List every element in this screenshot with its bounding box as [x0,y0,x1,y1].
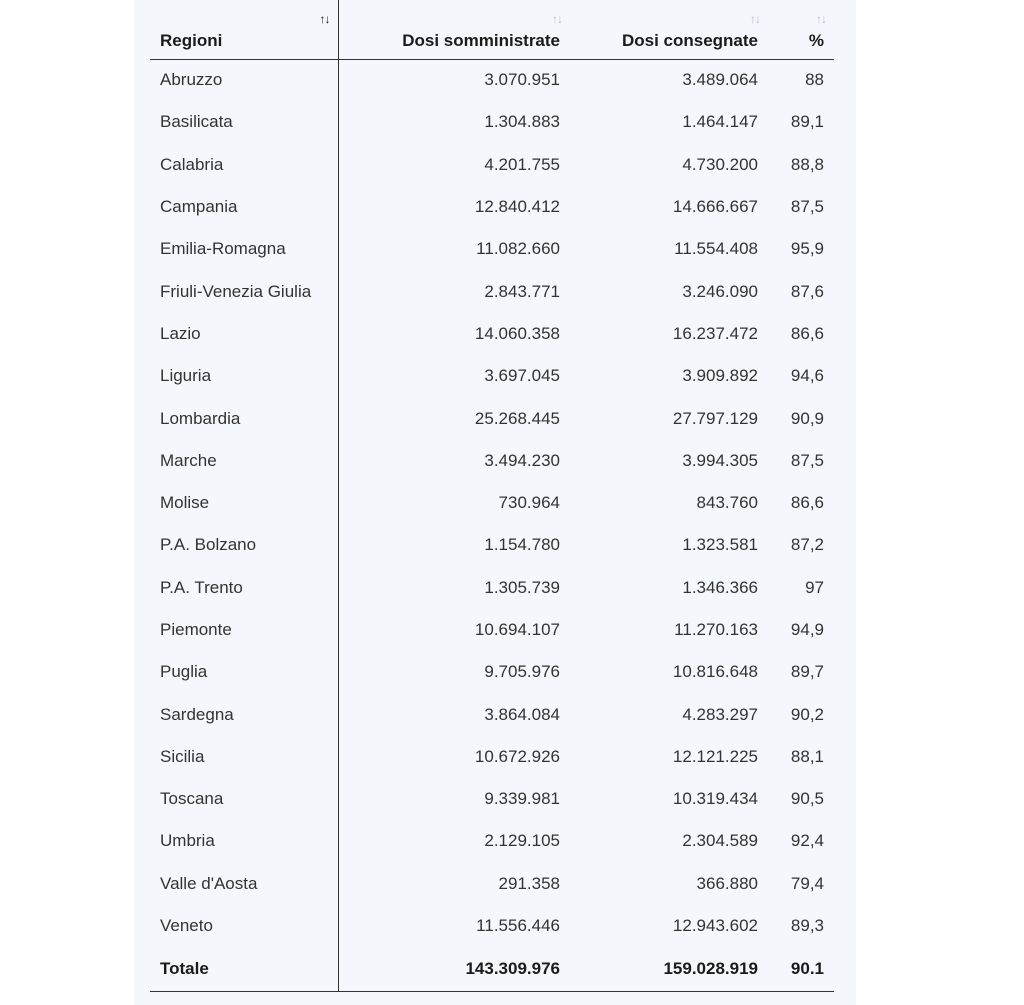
table-row [150,270,834,312]
cell-administered: 291.358 [498,873,560,893]
table-row [150,144,834,186]
cell-percent: 79,4 [790,873,824,893]
total-label: Totale [150,947,338,991]
total-percent: 90.1 [768,947,834,991]
cell-administered: 2.843.771 [484,281,560,301]
cell-region: Sardegna [150,693,338,735]
cell-administered: 4.201.755 [484,154,560,174]
column-header-dosi-consegnate[interactable] [570,0,768,59]
table-row [150,524,834,566]
cell-delivered: 3.246.090 [682,281,758,301]
cell-administered: 730.964 [498,493,560,513]
cell-administered: 25.268.445 [474,408,560,428]
cell-region: Marche [150,440,338,482]
cell-administered: 10.672.926 [474,746,560,766]
column-header-label: % [808,30,824,50]
cell-delivered: 3.489.064 [682,70,758,90]
column-header-regioni[interactable] [150,0,338,59]
cell-administered: 11.082.660 [476,239,560,259]
cell-administered: 12.840.412 [474,197,560,217]
cell-region: Toscana [150,778,338,820]
table-row [150,59,834,101]
sort-arrows-icon[interactable]: ↑↓ [750,12,760,26]
cell-delivered: 4.283.297 [682,704,758,724]
cell-administered: 1.304.883 [484,112,560,132]
vaccine-doses-table [150,0,834,992]
cell-delivered: 3.994.305 [682,450,758,470]
table-row [150,313,834,355]
cell-percent: 97 [805,577,824,597]
table-row [150,863,834,905]
cell-delivered: 366.880 [696,873,758,893]
cell-administered: 3.494.230 [484,450,560,470]
cell-delivered: 1.346.366 [682,577,758,597]
cell-region: Emilia-Romagna [150,228,338,270]
table-row [150,440,834,482]
cell-percent: 87,6 [790,281,824,301]
cell-region: Lazio [150,313,338,355]
cell-administered: 9.705.976 [484,662,560,682]
cell-region: Campania [150,186,338,228]
table-row [150,397,834,439]
cell-region: Veneto [150,905,338,947]
cell-administered: 3.864.084 [484,704,560,724]
cell-delivered: 12.121.225 [672,746,758,766]
table-row [150,186,834,228]
cell-delivered: 1.464.147 [682,112,758,132]
cell-administered: 9.339.981 [484,789,560,809]
column-header-label: Dosi consegnate [621,30,758,50]
cell-delivered: 14.666.667 [672,197,758,217]
cell-administered: 14.060.358 [474,323,560,343]
table-row [150,778,834,820]
cell-percent: 87,5 [790,197,824,217]
cell-percent: 88 [805,70,824,90]
sort-arrows-icon[interactable]: ↑↓ [319,12,330,26]
table-row [150,482,834,524]
cell-percent: 95,9 [790,239,824,259]
table-total-row [150,947,834,991]
cell-region: Friuli-Venezia Giulia [150,270,338,312]
cell-delivered: 10.816.648 [672,662,758,682]
column-header-label: Regioni [160,30,223,50]
cell-delivered: 27.797.129 [672,408,758,428]
cell-region: Valle d'Aosta [150,863,338,905]
table-row [150,567,834,609]
table-row [150,693,834,735]
cell-percent: 89,3 [790,916,824,936]
cell-percent: 87,2 [790,535,824,555]
cell-region: P.A. Trento [150,567,338,609]
cell-percent: 94,9 [790,620,824,639]
cell-region: Molise [150,482,338,524]
cell-delivered: 3.909.892 [682,366,758,386]
table-row [150,101,834,143]
total-delivered: 159.028.919 [570,947,768,991]
table-row [150,355,834,397]
cell-delivered: 12.943.602 [672,916,758,936]
cell-delivered: 11.270.163 [674,620,758,639]
cell-region: Lombardia [150,397,338,439]
cell-delivered: 4.730.200 [682,154,758,174]
cell-administered: 2.129.105 [484,831,560,851]
cell-delivered: 1.323.581 [682,535,758,555]
table-row [150,820,834,862]
cell-region: Sicilia [150,736,338,778]
table-row [150,905,834,947]
sort-arrows-icon[interactable]: ↑↓ [816,12,826,26]
table-row [150,228,834,270]
cell-administered: 1.154.780 [484,535,560,555]
cell-region: Abruzzo [150,59,338,101]
cell-delivered: 16.237.472 [672,323,758,343]
cell-region: Puglia [150,651,338,693]
cell-administered: 10.694.107 [474,620,560,639]
column-header-dosi-somministrate[interactable] [338,0,570,59]
cell-percent: 89,7 [790,662,824,682]
cell-percent: 88,1 [790,746,824,766]
cell-region: P.A. Bolzano [150,524,338,566]
table-row [150,651,834,693]
column-header-label: Dosi somministrate [402,30,560,50]
cell-administered: 11.556.446 [476,916,560,936]
cell-percent: 89,1 [790,112,824,132]
cell-administered: 3.697.045 [484,366,560,386]
cell-delivered: 11.554.408 [674,239,758,259]
table-row [150,736,834,778]
cell-percent: 88,8 [790,154,824,174]
cell-region: Calabria [150,144,338,186]
cell-percent: 94,6 [790,366,824,386]
total-administered: 143.309.976 [338,947,570,991]
cell-region: Umbria [150,820,338,862]
cell-administered: 1.305.739 [484,577,560,597]
table-row [150,609,834,651]
table-header-row [150,0,834,59]
cell-delivered: 843.760 [696,493,758,513]
cell-delivered: 10.319.434 [672,789,758,809]
cell-delivered: 2.304.589 [682,831,758,851]
cell-region: Liguria [150,355,338,397]
sort-arrows-icon[interactable]: ↑↓ [552,12,562,26]
cell-percent: 90,5 [790,789,824,809]
cell-percent: 92,4 [790,831,824,851]
cell-region: Piemonte [150,609,338,651]
cell-percent: 90,2 [790,704,824,724]
column-header-percent[interactable] [768,0,834,59]
cell-percent: 87,5 [790,450,824,470]
cell-percent: 90,9 [790,408,824,428]
cell-region: Basilicata [150,101,338,143]
cell-percent: 86,6 [790,323,824,343]
cell-percent: 86,6 [790,493,824,513]
cell-administered: 3.070.951 [484,70,560,90]
